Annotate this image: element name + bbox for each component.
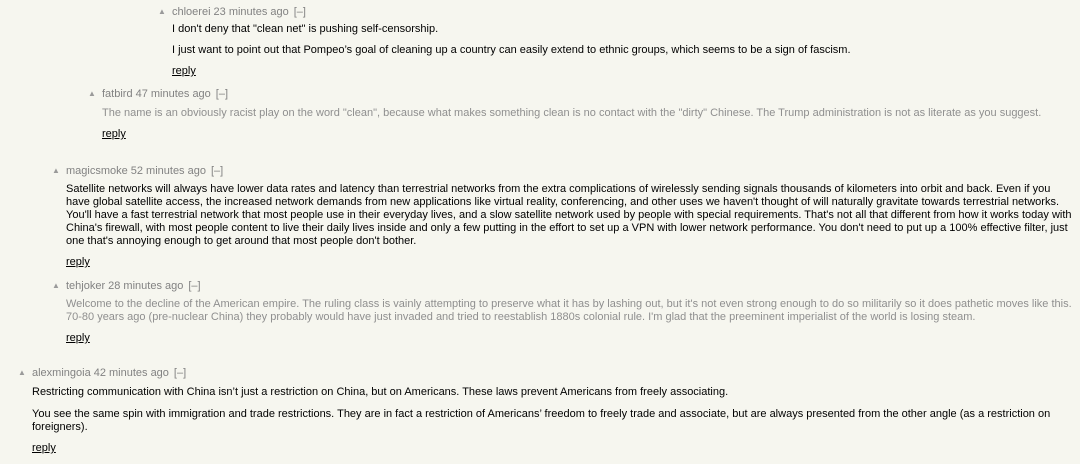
reply-link[interactable]: reply: [66, 256, 90, 268]
comment: [52, 164, 1072, 270]
upvote-arrow-icon[interactable]: ▲: [18, 368, 26, 377]
collapse-toggle[interactable]: [–]: [188, 280, 201, 292]
comment-paragraph: Restricting communication with China isn’t just a restriction on China, but on Americans. These laws prevent Americans from freely associating.: [32, 386, 729, 398]
comment-body: [102, 107, 1072, 120]
comment-header: [52, 164, 1072, 178]
upvote-arrow-icon[interactable]: ▲: [52, 281, 60, 290]
upvote-arrow-icon[interactable]: ▲: [158, 7, 166, 16]
reply-link[interactable]: reply: [32, 442, 56, 454]
comment-body: [172, 23, 1072, 57]
comment-paragraph: I just want to point out that Pompeo’s goal of cleaning up a country can easily extend to ethnic groups, which seems to be a sign of fascism.: [172, 44, 851, 56]
collapse-toggle[interactable]: [–]: [173, 367, 187, 379]
comment-age[interactable]: 23 minutes ago: [213, 6, 289, 18]
comment-author[interactable]: magicsmoke: [66, 165, 128, 177]
comment-body: [66, 183, 1072, 248]
collapse-toggle[interactable]: [–]: [293, 6, 306, 18]
comment-paragraph: Satellite networks will always have lower data rates and latency than terrestrial networks from the extra complications of wirelessly sending signals thousands of kilometers into orbit and back. Even if you have global satellite access, the increased network demands from new applications like virtual reality, conferencing, and other uses we haven't thought of will naturally gravitate towards terrestrial networks. You'll have a fast terrestrial network that most people use in their everyday lives, and a slow satellite network used by people with special requirements. That's not all that different from how it works today with China's firewall, with most people content to live their daily lives inside and only a few putting in the effort to set up a VPN with lower network performance. You don't need to put up a 100% effective filter, just one that's annoying enough to get around that most people don't bother.: [66, 183, 1072, 247]
comment-paragraph: I don't deny that "clean net" is pushing self-censorship.: [172, 23, 439, 35]
comment-author[interactable]: tehjoker: [66, 280, 106, 292]
upvote-arrow-icon[interactable]: ▲: [52, 166, 60, 175]
comment-author[interactable]: chloerei: [172, 6, 211, 18]
comment-paragraph: The name is an obviously racist play on the word "clean", because what makes something clean is no contact with the "dirty" Chinese. The Trump administration is not as literate as you suggest.: [102, 107, 1042, 119]
collapse-toggle[interactable]: [–]: [210, 165, 224, 177]
comment-age[interactable]: 28 minutes ago: [108, 280, 184, 292]
comment-body: [32, 386, 1072, 434]
comment-age[interactable]: 52 minutes ago: [130, 165, 206, 177]
comment-header: [52, 279, 1072, 293]
reply-link[interactable]: reply: [172, 65, 196, 77]
comment-author[interactable]: alexmingoia: [32, 367, 91, 379]
comment-body: [66, 298, 1072, 324]
comment: [18, 366, 1072, 456]
comment: [158, 5, 1072, 79]
upvote-arrow-icon[interactable]: ▲: [88, 89, 96, 98]
comment-header: [18, 366, 1072, 380]
comment-header: [158, 5, 1072, 19]
comment-paragraph: You see the same spin with immigration and trade restrictions. They are in fact a restriction of Americans’ freedom to freely trade and associate, but are always presented from the other angle (as a restriction on foreigners).: [32, 408, 1051, 433]
comment: [88, 87, 1072, 142]
comment-paragraph: Welcome to the decline of the American empire. The ruling class is vainly attempting to preserve what it has by lashing out, but it's not even strong enough to do so militarily so it does pathetic moves like this. 70-80 years ago (pre-nuclear China) they probably would have just invaded and tried to reestablish 1880s colonial rule. I'm glad that the preeminent imperialist of the world is losing steam.: [66, 298, 1072, 323]
reply-link[interactable]: reply: [102, 128, 126, 140]
comment-author[interactable]: fatbird: [102, 88, 133, 100]
comment-age[interactable]: 47 minutes ago: [135, 88, 211, 100]
reply-link[interactable]: reply: [66, 332, 90, 344]
comment-header: [88, 87, 1072, 101]
comment: [52, 279, 1072, 346]
collapse-toggle[interactable]: [–]: [215, 88, 229, 100]
comment-age[interactable]: 42 minutes ago: [93, 367, 169, 379]
